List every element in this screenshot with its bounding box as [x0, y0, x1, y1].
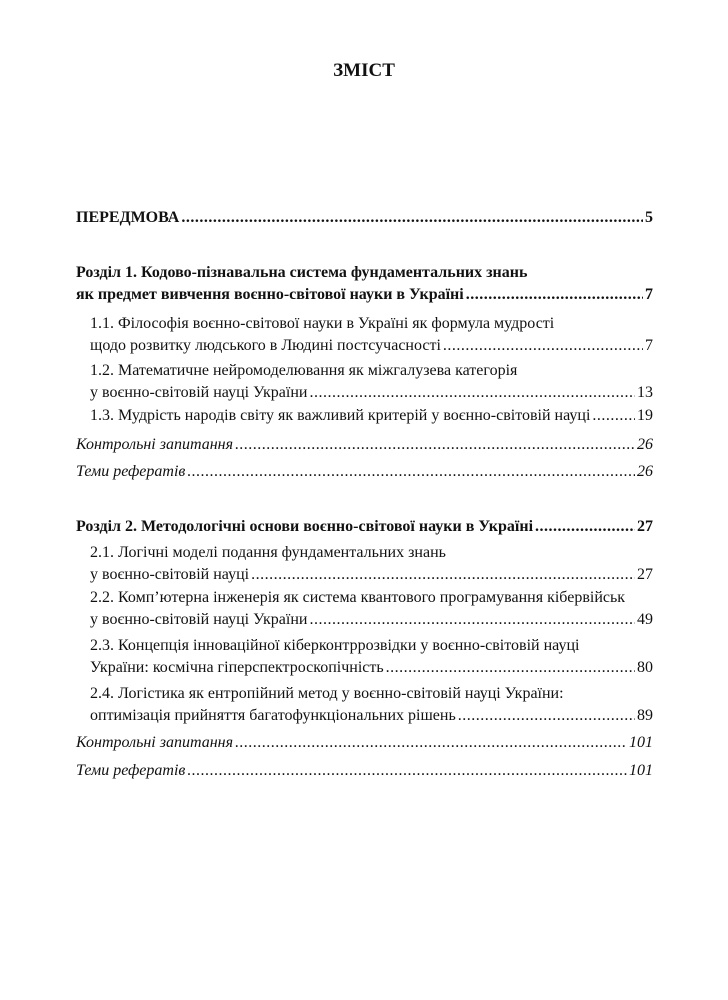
toc-page-number: 101 [629, 762, 653, 779]
toc-entry[interactable] [90, 405, 653, 427]
dot-leader [535, 516, 635, 538]
toc-entry-line [76, 461, 653, 483]
toc-entry-line [90, 657, 653, 679]
toc-entry-text: 2.4. Логістика як ентропійний метод у воєнно-світовій науці України: [90, 685, 564, 702]
toc-entry[interactable] [90, 313, 653, 357]
toc-page-number: 7 [645, 286, 653, 303]
dot-leader [386, 657, 635, 679]
toc-page-number: 89 [637, 707, 653, 724]
toc-entry-text: 2.2. Комп’ютерна інженерія як система квантового програмування кібервійськ [90, 589, 626, 606]
toc-page-number: 26 [637, 436, 653, 453]
toc-entry-text: у воєнно-світовій науці України [90, 384, 308, 401]
dot-leader [309, 609, 635, 631]
toc-page-number: 26 [637, 463, 653, 480]
toc-entry-text: ПЕРЕДМОВА [76, 209, 180, 226]
dot-leader [592, 405, 635, 427]
toc-entry-line [90, 313, 653, 335]
toc-entry-line [90, 609, 653, 631]
dot-leader [251, 564, 635, 586]
toc-entry-line [76, 207, 653, 229]
toc-entry[interactable] [76, 516, 653, 538]
toc-entry-text: 2.3. Концепція інноваційної кіберконтррозвідки у воєнно-світовій науці [90, 637, 580, 654]
toc-entry[interactable] [76, 461, 653, 483]
toc-entry-text: Розділ 1. Кодово-пізнавальна система фундаментальних знань [76, 264, 528, 281]
toc-entry-line [90, 542, 653, 564]
toc-entry[interactable] [90, 360, 653, 404]
toc-entry-line [90, 635, 653, 657]
dot-leader [235, 434, 635, 456]
toc-page-number: 7 [645, 337, 653, 354]
toc-entry-text: 1.2. Математичне нейромоделювання як міжгалузева категорія [90, 362, 518, 379]
toc-entry[interactable] [76, 760, 653, 782]
toc-page-number: 19 [637, 407, 653, 424]
toc-entry-text: оптимізація прийняття багатофункціональних рішень [90, 707, 456, 724]
toc-entry-line [90, 564, 653, 586]
toc-page-number: 101 [629, 734, 653, 751]
toc-entry-text: Теми рефератів [76, 463, 186, 480]
toc-entry-line [76, 262, 653, 284]
toc-entry-text: у воєнно-світовій науці [90, 566, 250, 583]
toc-entry-text: Розділ 2. Методологічні основи воєнно-світової науки в Україні [76, 518, 534, 535]
toc-entry[interactable] [76, 732, 653, 754]
toc-entry-line [90, 705, 653, 727]
toc-entry-text: 1.1. Філософія воєнно-світової науки в Україні як формула мудрості [90, 315, 555, 332]
toc-entry-line [76, 760, 653, 782]
dot-leader [187, 461, 635, 483]
toc-entry-text: Контрольні запитання [76, 436, 234, 453]
toc-entry-line [90, 382, 653, 404]
toc-entry[interactable] [76, 262, 653, 306]
toc-entry-text: 1.3. Мудрість народів світу як важливий критерій у воєнно-світовій науці [90, 407, 591, 424]
toc-entry-line [90, 683, 653, 705]
dot-leader [309, 382, 635, 404]
toc-entry-text: Теми рефератів [76, 762, 186, 779]
toc-entry-line [76, 284, 653, 306]
toc-entry-text: України: космічна гіперспектроскопічність [90, 659, 384, 676]
toc-entry-line [76, 516, 653, 538]
dot-leader [466, 284, 643, 306]
toc-entry[interactable] [76, 207, 653, 229]
dot-leader [443, 335, 643, 357]
toc-entry[interactable] [90, 587, 653, 631]
page-title: ЗМІСТ [333, 60, 395, 81]
toc-entry[interactable] [90, 683, 653, 727]
toc-entry-line [90, 405, 653, 427]
toc-entry-text: Контрольні запитання [76, 734, 234, 751]
toc-entry[interactable] [76, 434, 653, 456]
dot-leader [235, 732, 627, 754]
toc-entry[interactable] [90, 542, 653, 586]
toc-entry-text: як предмет вивчення воєнно-світової науки в Україні [76, 286, 464, 303]
toc-page-number: 5 [645, 209, 653, 226]
toc-entry-line [76, 434, 653, 456]
toc-entry-text: щодо розвитку людського в Людині постсучасності [90, 337, 441, 354]
toc-page-number: 49 [637, 611, 653, 628]
dot-leader [181, 207, 643, 229]
toc-page-number: 27 [637, 566, 653, 583]
toc-entry[interactable] [90, 635, 653, 679]
toc-page-number: 80 [637, 659, 653, 676]
toc-entry-text: 2.1. Логічні моделі подання фундаментальних знань [90, 544, 446, 561]
dot-leader [187, 760, 627, 782]
toc-entry-line [90, 360, 653, 382]
toc-entry-line [90, 335, 653, 357]
toc-page-number: 13 [637, 384, 653, 401]
toc-entry-line [90, 587, 653, 609]
toc-page-number: 27 [637, 518, 653, 535]
toc-entry-text: у воєнно-світовій науці України [90, 611, 308, 628]
toc-entry-line [76, 732, 653, 754]
dot-leader [458, 705, 635, 727]
